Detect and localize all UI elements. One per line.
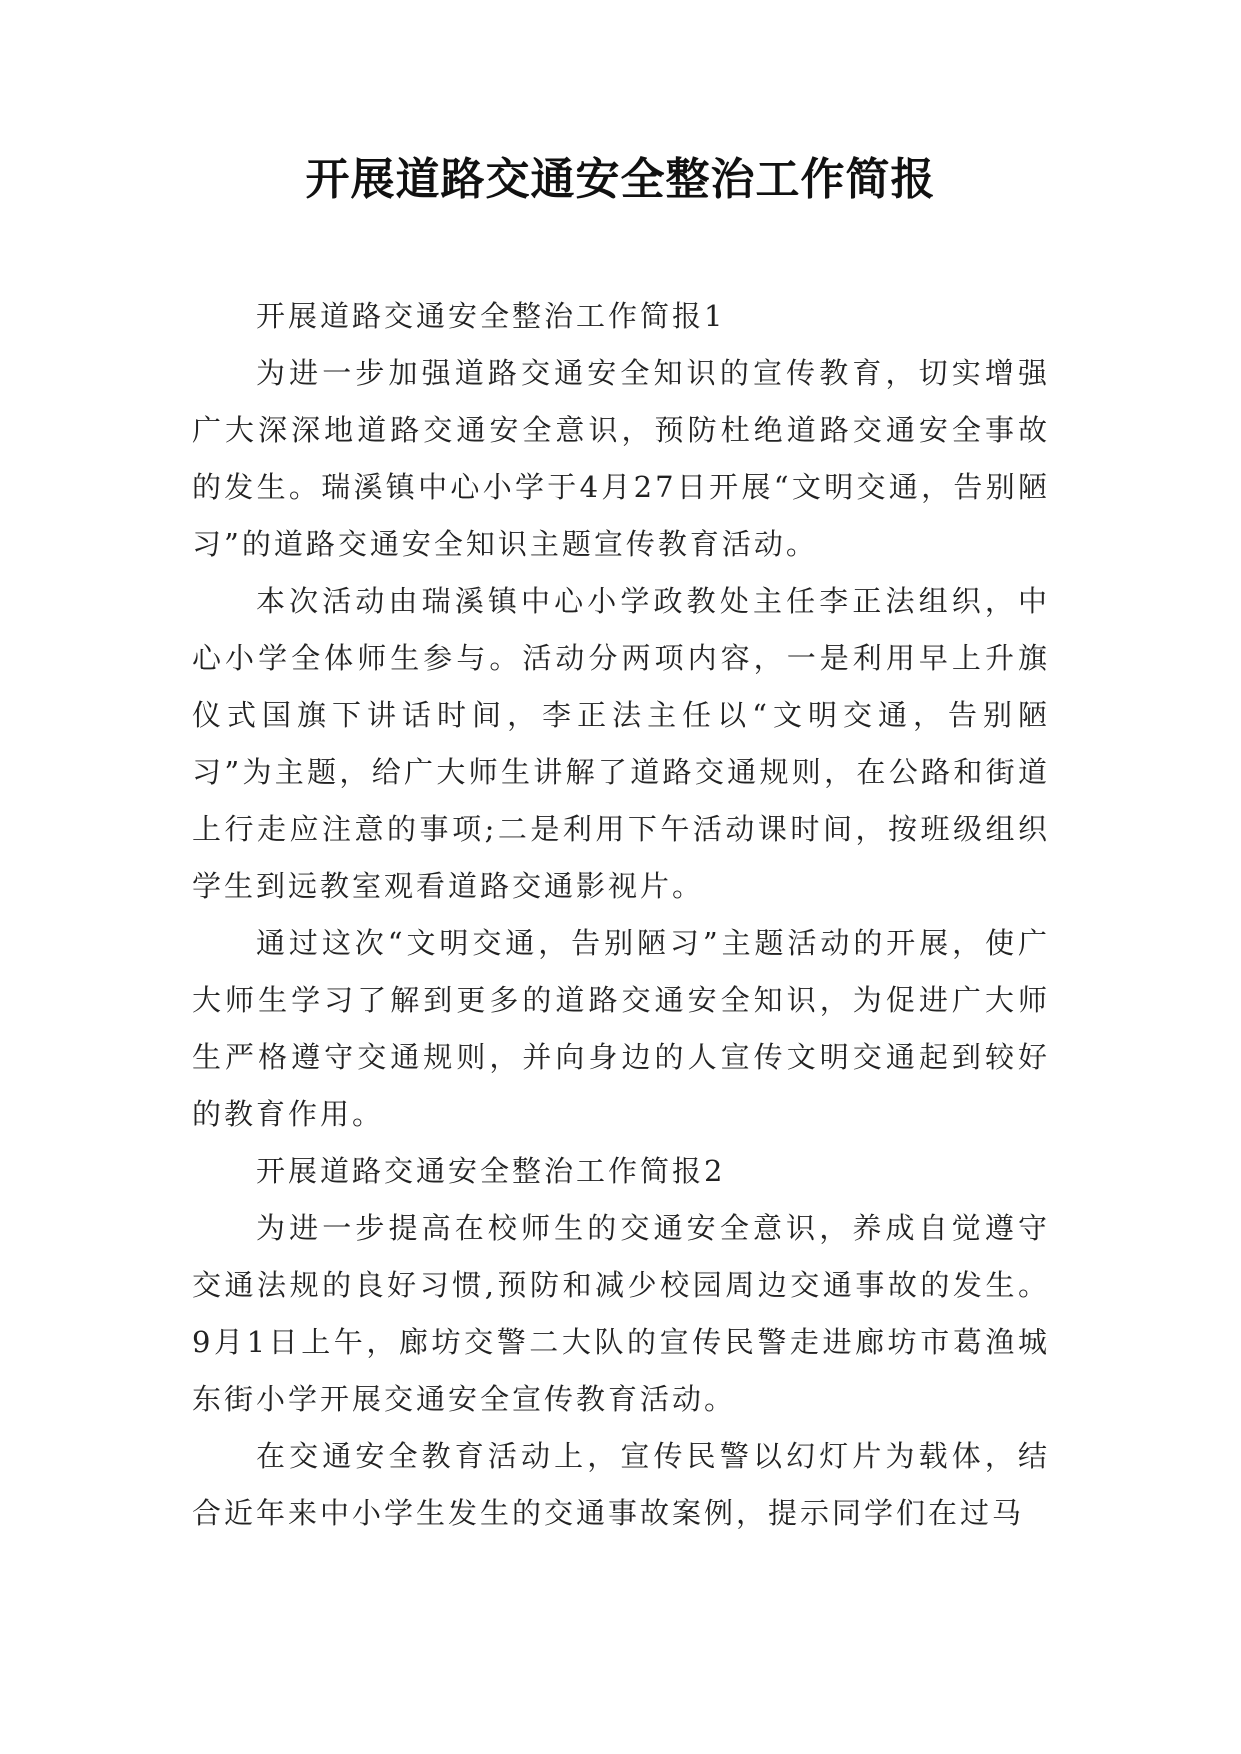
paragraph: 为进一步提高在校师生的交通安全意识，养成自觉遵守交通法规的良好习惯,预防和减少校园周边交通事故的发生。9月1日上午，廊坊交警二大队的宣传民警走进廊坊市葛渔城东街小学开展交通安全宣传教育活动。 — [192, 1211, 1050, 1416]
paragraph: 通过这次“文明交通，告别陋习”主题活动的开展，使广大师生学习了解到更多的道路交通安全知识，为促进广大师生严格遵守交通规则，并向身边的人宣传文明交通起到较好的教育作用。 — [192, 926, 1050, 1131]
section-heading-1: 开展道路交通安全整治工作简报1 — [256, 299, 726, 333]
document-title: 开展道路交通安全整治工作简报 — [305, 154, 936, 205]
paragraph: 在交通安全教育活动上，宣传民警以幻灯片为载体，结合近年来中小学生发生的交通事故案例，提示同学们在过马 — [192, 1439, 1050, 1530]
document-body — [192, 288, 1050, 1542]
section-heading-2: 开展道路交通安全整治工作简报2 — [256, 1154, 726, 1188]
paragraph: 本次活动由瑞溪镇中心小学政教处主任李正法组织，中心小学全体师生参与。活动分两项内容，一是利用早上升旗仪式国旗下讲话时间，李正法主任以“文明交通，告别陋习”为主题，给广大师生讲解了道路交通规则，在公路和街道上行走应注意的事项;二是利用下午活动课时间，按班级组织学生到远教室观看道路交通影视片。 — [192, 584, 1050, 903]
paragraph: 为进一步加强道路交通安全知识的宣传教育，切实增强广大深深地道路交通安全意识，预防杜绝道路交通安全事故的发生。瑞溪镇中心小学于4月27日开展“文明交通，告别陋习”的道路交通安全知识主题宣传教育活动。 — [192, 356, 1050, 561]
